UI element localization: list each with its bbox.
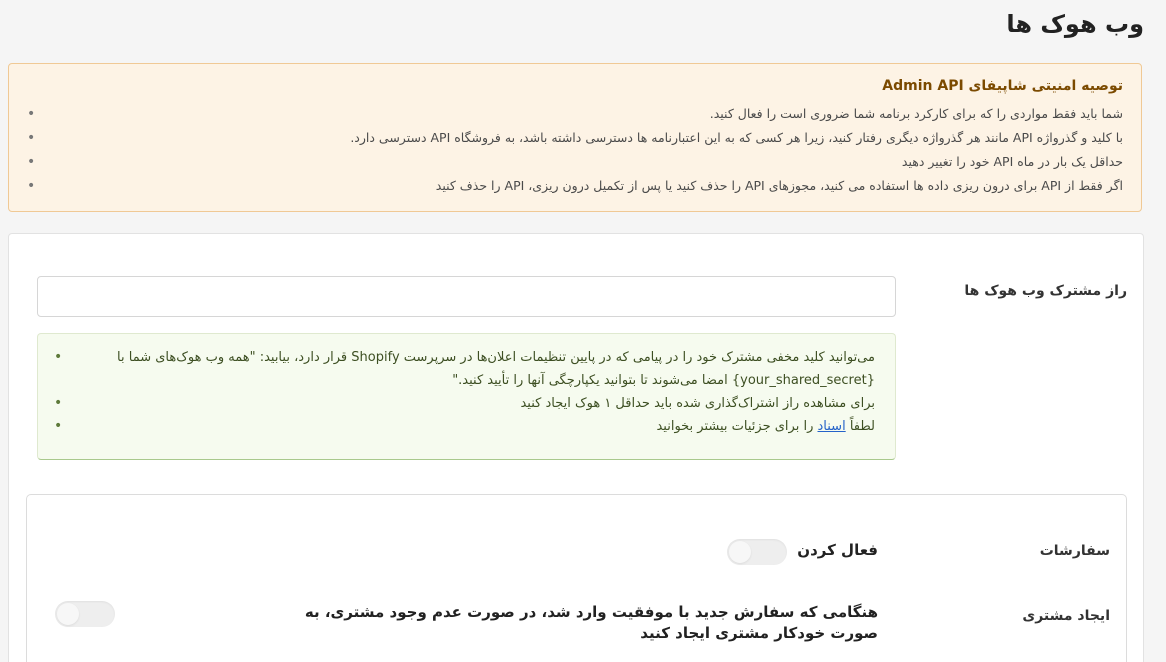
- bullet-icon: •: [54, 418, 63, 434]
- info-list: [54, 346, 875, 438]
- orders-label: سفارشات: [1039, 543, 1110, 559]
- shared-secret-input[interactable]: [37, 276, 896, 317]
- webhook-options-card: [26, 494, 1127, 662]
- bullet-icon: •: [54, 349, 63, 365]
- shared-secret-label: راز مشترک وب هوک ها: [964, 283, 1127, 299]
- bullet-icon: •: [27, 130, 36, 146]
- orders-toggle-text: فعال کردن: [797, 541, 878, 559]
- page-title: وب هوک ها: [1006, 10, 1144, 38]
- bullet-icon: •: [27, 106, 36, 122]
- list-item: • حداقل یک بار در ماه API خود را تغییر دهید: [27, 150, 1123, 174]
- shared-secret-info: [37, 333, 896, 460]
- list-item: • با کلید و گذرواژه API مانند هر گذرواژه دیگری رفتار کنید، زیرا هر کسی که به این اعتبارنامه ها دسترسی داشته باشد، به فروشگاه API دسترسی دارد.: [27, 126, 1123, 150]
- webhook-settings-card: [8, 233, 1144, 662]
- bullet-icon: •: [27, 178, 36, 194]
- security-alert-title: توصیه امنیتی شاپیفای Admin API: [882, 78, 1123, 94]
- bullet-icon: •: [27, 154, 36, 170]
- list-item: • برای مشاهده راز اشتراک‌گذاری شده باید حداقل ۱ هوک ایجاد کنید: [54, 392, 875, 415]
- bullet-icon: •: [54, 395, 63, 411]
- security-alert: [8, 63, 1142, 212]
- toggle-knob: [729, 541, 751, 563]
- list-item: • می‌توانید کلید مخفی مشترک خود را در پیامی که در پایین تنظیمات اعلان‌ها در سرپرست Shopify قرار دارد، بیابید: "همه وب هوک‌های شما با {your_shared_secret} امضا می‌شوند تا بتوانید یکپارچگی آنها را تأیید کنید.": [54, 346, 875, 392]
- list-item: • لطفاً اسناد را برای جزئیات بیشتر بخوانید: [54, 415, 875, 438]
- orders-enable-toggle[interactable]: [727, 539, 787, 565]
- toggle-knob: [57, 603, 79, 625]
- list-item: • شما باید فقط مواردی را که برای کارکرد برنامه شما ضروری است را فعال کنید.: [27, 102, 1123, 126]
- create-customer-text: هنگامی که سفارش جدید با موفقیت وارد شد، در صورت عدم وجود مشتری، به صورت خودکار مشتری ایجاد کنید: [304, 603, 878, 642]
- docs-link[interactable]: اسناد: [817, 419, 846, 434]
- list-item: • اگر فقط از API برای درون ریزی داده ها استفاده می کنید، مجوزهای API را حذف کنید یا پس از تکمیل درون ریزی، API را حذف کنید: [27, 174, 1123, 198]
- security-alert-list: [27, 102, 1123, 198]
- create-customer-label: ایجاد مشتری: [1022, 608, 1110, 624]
- create-customer-toggle[interactable]: [55, 601, 115, 627]
